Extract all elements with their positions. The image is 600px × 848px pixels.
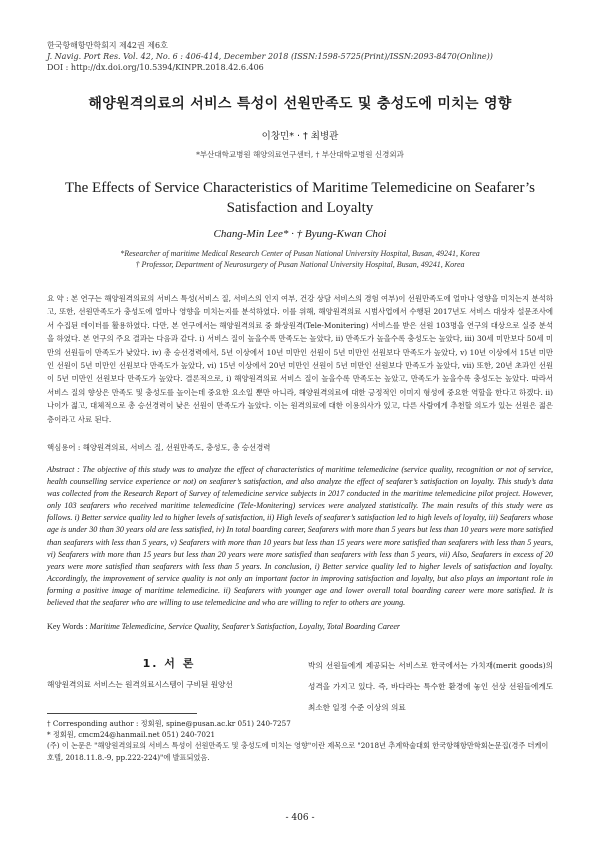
keywords-english [47, 622, 553, 631]
page-number: - 406 - [285, 813, 315, 823]
journal-citation: J. Navig. Port Res. Vol. 42, No. 6 : 406-414, December 2018 (ISSN:1598-5725(Print)/ISSN:2093-8470(Online)) [47, 52, 493, 61]
abstract-korean: 요 약 : 본 연구는 해양원격의료의 서비스 특성(서비스 질, 서비스의 인지 여부, 건강 상담 서비스의 경험 여부)이 선원만족도에 얼마나 영향을 미치는지 분석하고, 또한, 선원만족도가 충성도에 얼마나 영향을 미치는지를 분석하였다. 이를 위해, 해양원격의료 시범사업에서 수행된 2017년도 서비스 대상자 설문조사에서 수집된 데이터를 활용하였다. 다만, 본 연구에서는 해양원격의료 중 화상원격(Tele-Monitering) 서비스를 받은 선원 103명을 연구의 대상으로 실증 분석을 하였다. 본 연구의 주요 결과는 다음과 같다. i) 서비스 질이 높을수록 만족도는 높았다, ii) 만족도가 높을수록 충성도는 높았다, iii) 30세 미만보다 50세 미만의 선원들이 만족도가 낮았다. iv) 총 승선경력에서, 5년 이상에서 10년 미만인 선원이 5년 미만인 선원보다 만족도가 높았다, v) 10년 이상에서 15년 미만인 선원이 5년 미만인 선원보다 만족도가 높았다, vi) 15년 이상에서 20년 미만인 선원이 5년 미만인 선원보다 만족도가 높았다, vii) 또한, 20년 초과인 선원이 5년 미만인 선원보다 만족도가 높았다. 결론적으로, i) 해양원격의료 서비스 질이 높을수록 만족도는 높았고, 만족도가 높을수록 충성도는 높았다. 따라서 서비스 질의 향상은 만족도 및 충성도를 높이는데 중요한 요소일 뿐만 아니라, 해양원격의료에 대한 긍정적인 이미지 형성에 중요한 역할을 한다고 하겠다. ii) 나이가 젊고, 대체적으로 총 승선경력이 낮은 선원이 만족도가 높았다. 이는 원격의료에 대한 이용의사가 있고, 다른 사람에게 추천할 의도가 있는 선원은 젊은 층이라고 사료 된다. [47, 294, 553, 424]
keywords-korean: 핵심용어 : 해양원격의료, 서비스 질, 선원만족도, 충성도, 총 승선경력 [47, 443, 271, 452]
journal-header [47, 40, 493, 73]
title-english-line1: The Effects of Service Characteristics of Maritime Telemedicine on Seafarer’s [64, 180, 535, 196]
abstract-english: Abstract : The objective of this study was to analyze the effect of characteristics of maritime telemedicine (service quality, recognition or not of service, health counselling service experience or not) on seafarer’s satisfaction, and also analyze the effect of seafarer’s satisfaction on loyalty. This study’s data was collected from the Research Report of Survey of telemedicine service subjects in 2017 conducted in the maritime telemedicine pilot project. However, only 103 seafarers who received maritime telemedicine (Tele-Monitering) services were analyzed statistically. The main results of this study were as follows. i) Better service quality led to higher levels of satisfaction, ii) High levels of seafarer’s satisfaction led to high levels of loyalty, iii) Seafarers whose age is under 30 than 30 years old are less satisfied, iv) In total boarding career, Seafarers with more than 5 years but less than 10 years were more satisfied than seafarers with less than 5 years, v) Seafarers with more than 10 years but less than 15 years were more satisfied than seafarers with less than 5 years, vi) Seafarers with more than 15 years but less than 20 years were more satisfied than seafarers with less than 5 years, vii) Also, Seafarers in excess of 20 years were more satisfied than seafarers with less than 5 years. In conclusion, i) Better service quality led to higher levels of satisfaction and loyalty. Accordingly, the improvement of service quality is not only an important factor in improving satisfaction and loyalty, but also plays an important role in forming a positive image of maritime telemedicine. ii) Seafarers with younger age and lower overall total boarding career were more satisfied. It is believed that the seafarer who are willing to use telemedicine and who are willing to refer to others are young. [47, 465, 553, 608]
body-text-left-column: 해양원격의료 서비스는 원격의료시스템이 구비된 원양선 [47, 680, 233, 689]
doi-link[interactable]: DOI : http://dx.doi.org/10.5394/KINPR.2018.42.6.406 [47, 63, 264, 72]
footnote-publication-note: (주) 이 논문은 "해양원격의료의 서비스 특성이 선원만족도 및 충성도에 미치는 영향"이란 제목으로 "2018년 추계학술대회 한국항해항만학회논문집(경주 더케이호텔, 2018.11.8.-9, pp.222-224)"에 발표되었음. [47, 741, 549, 762]
journal-name-ko: 한국항해항만학회지 제42권 제6호 [47, 41, 168, 50]
title-korean: 해양원격의료의 서비스 특성이 선원만족도 및 충성도에 미치는 영향 [88, 96, 512, 112]
body-text-right-column: 박의 선원들에게 제공되는 서비스로 한국에서는 가치재(merit goods)의 성격을 가지고 있다. 즉, 바다라는 특수한 환경에 놓인 선상 선원들에게도 최소한 일정 수준 이상의 의료 [308, 661, 553, 712]
authors-korean: 이창민* · † 최병관 [261, 131, 339, 142]
title-english [60, 178, 540, 218]
footnote-divider [47, 713, 197, 714]
footnote-coauthor: * 정회원, cmcm24@hanmail.net 051) 240-7021 [47, 730, 216, 740]
section-heading-introduction: 1. 서 론 [142, 657, 196, 670]
affiliation-english-line1: *Researcher of maritime Medical Research Center of Pusan National University Hospital, Busan, 49241, Korea [120, 249, 480, 258]
authors-english: Chang-Min Lee* · † Byung-Kwan Choi [213, 228, 387, 240]
affiliation-english [0, 248, 600, 270]
keywords-english-value: Maritime Telemedicine, Service Quality, Seafarer’s Satisfaction, Loyalty, Total Boarding Career [89, 622, 401, 631]
affiliation-korean: *부산대학교병원 해양의료연구센터, † 부산대학교병원 신경외과 [196, 150, 404, 159]
affiliation-english-line2: † Professor, Department of Neurosurgery of Pusan National University Hospital, Busan, 49241, Korea [135, 260, 465, 269]
footnotes [47, 718, 553, 763]
keywords-english-label: Key Words : [47, 622, 88, 631]
footnote-corresponding-author: † Corresponding author : 정회원, spine@pusan.ac.kr 051) 240-7257 [47, 719, 291, 728]
title-english-line2: Satisfaction and Loyalty [226, 200, 374, 216]
